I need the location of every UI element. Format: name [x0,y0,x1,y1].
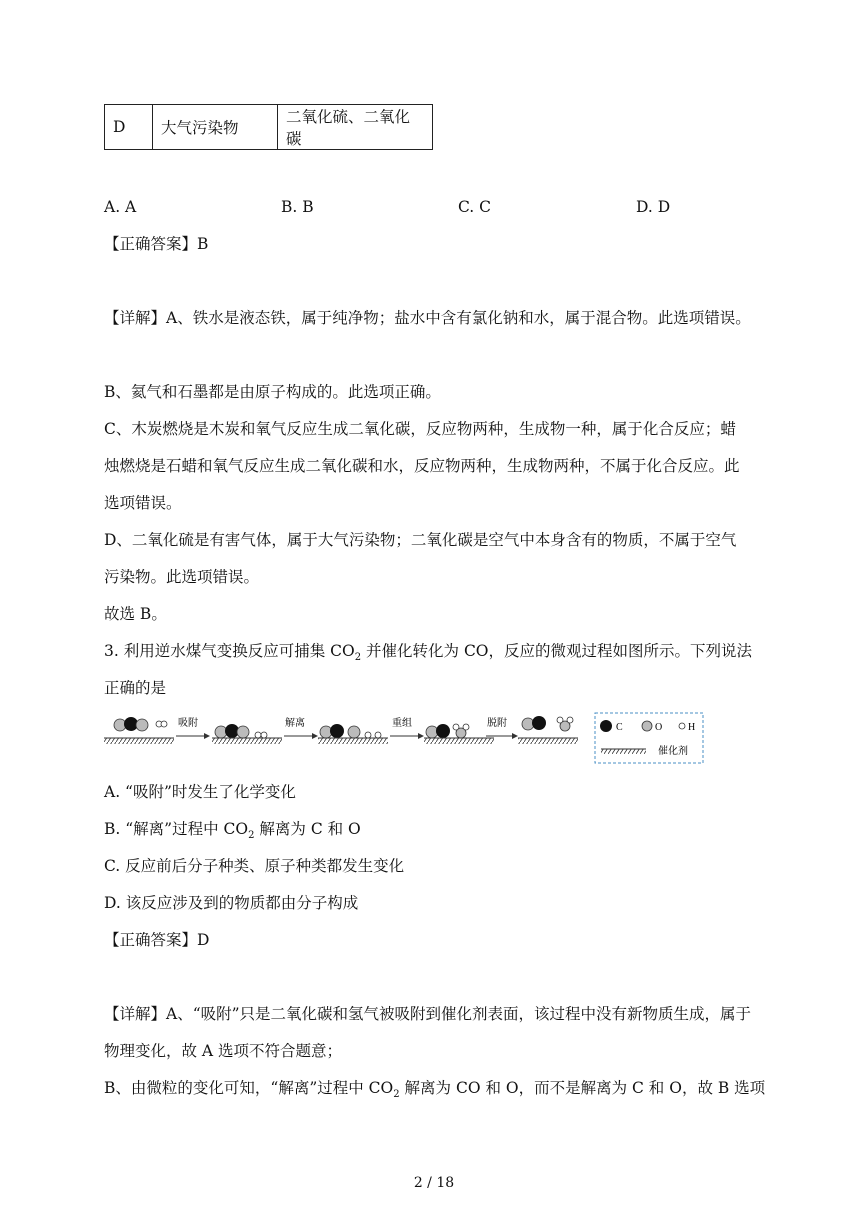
q2-detail-a: 【详解】A、铁水是液态铁，属于纯净物；盐水中含有氯化钠和水，属于混合物。此选项错误。 [104,309,751,327]
q3-answer: 【正确答案】D [104,931,210,949]
q2-answer: 【正确答案】B [104,235,209,253]
q2-detail-c3: 选项错误。 [104,494,182,512]
q3-detail-a1: 【详解】A、“吸附”只是二氧化碳和氢气被吸附到催化剂表面，该过程中没有新物质生成，属于 [104,1005,752,1023]
q2-detail-c1: C、木炭燃烧是木炭和氧气反应生成二氧化碳，反应物两种，生成物一种，属于化合反应；蜡 [104,420,736,438]
legend-c-label: C [616,722,623,733]
arrow-step-2 [284,716,318,739]
options-table [104,104,433,150]
q3-option-d: D. 该反应涉及到的物质都由分子构成 [104,894,359,912]
diagram-legend [595,713,703,763]
q3-detail-a2: 物理变化，故 A 选项不符合题意； [104,1042,343,1060]
arrow-step-3 [390,716,424,739]
q3-option-a: A. “吸附”时发生了化学变化 [104,783,296,801]
table-cell: 大气污染物 [153,105,278,150]
stage-recombined [424,724,494,744]
q3-stem-line2: 正确的是 [104,679,167,697]
choice-c: C. C [458,198,492,216]
q3-stem: 3. 利用逆水煤气变换反应可捕集 $CO_2$ 并催化转化为 CO，反应的微观过程如图所示。下列说法 [104,642,753,664]
legend-h-label: H [688,722,696,733]
q3-detail-b: B、由微粒的变化可知，“解离”过程中 $CO_2$ 解离为 CO 和 O，而不是解离为 C 和 O，故 B 选项 [104,1079,766,1101]
legend-catalyst-label: 催化剂 [658,746,688,757]
stage-desorbed [518,716,578,744]
q2-detail-d2: 污染物。此选项错误。 [104,568,260,586]
legend-o-label: O [655,722,663,733]
choice-a: A. A [104,198,137,216]
choice-d: D. D [636,198,671,216]
step-label: 解离 [285,718,305,729]
stage-adsorbed [212,724,282,744]
q3-option-c: C. 反应前后分子种类、原子种类都发生变化 [104,857,405,875]
table-cell: 二氧化硫、二氧化碳 [278,105,433,150]
step-label: 吸附 [178,718,198,729]
q2-conclusion: 故选 B。 [104,605,167,623]
arrow-step-4 [486,716,518,739]
reaction-diagram [104,712,704,766]
table-cell: D [105,105,153,150]
stage-dissociated [318,724,388,744]
choice-b: B. B [281,198,314,216]
table-row [105,105,433,150]
step-label: 重组 [392,718,412,729]
arrow-step-1 [176,716,210,739]
q3-option-b: B. “解离”过程中 $CO_2$ 解离为 C 和 O [104,820,361,842]
page-number: 2 / 18 [413,1175,455,1191]
q2-detail-b: B、氦气和石墨都是由原子构成的。此选项正确。 [104,383,441,401]
step-label: 脱附 [487,718,507,729]
q2-detail-c2: 烛燃烧是石蜡和氧气反应生成二氧化碳和水，反应物两种，生成物两种，不属于化合反应。此 [104,457,740,475]
stage-initial [104,717,174,744]
q2-detail-d1: D、二氧化硫是有害气体，属于大气污染物；二氧化碳是空气中本身含有的物质，不属于空气 [104,531,737,549]
